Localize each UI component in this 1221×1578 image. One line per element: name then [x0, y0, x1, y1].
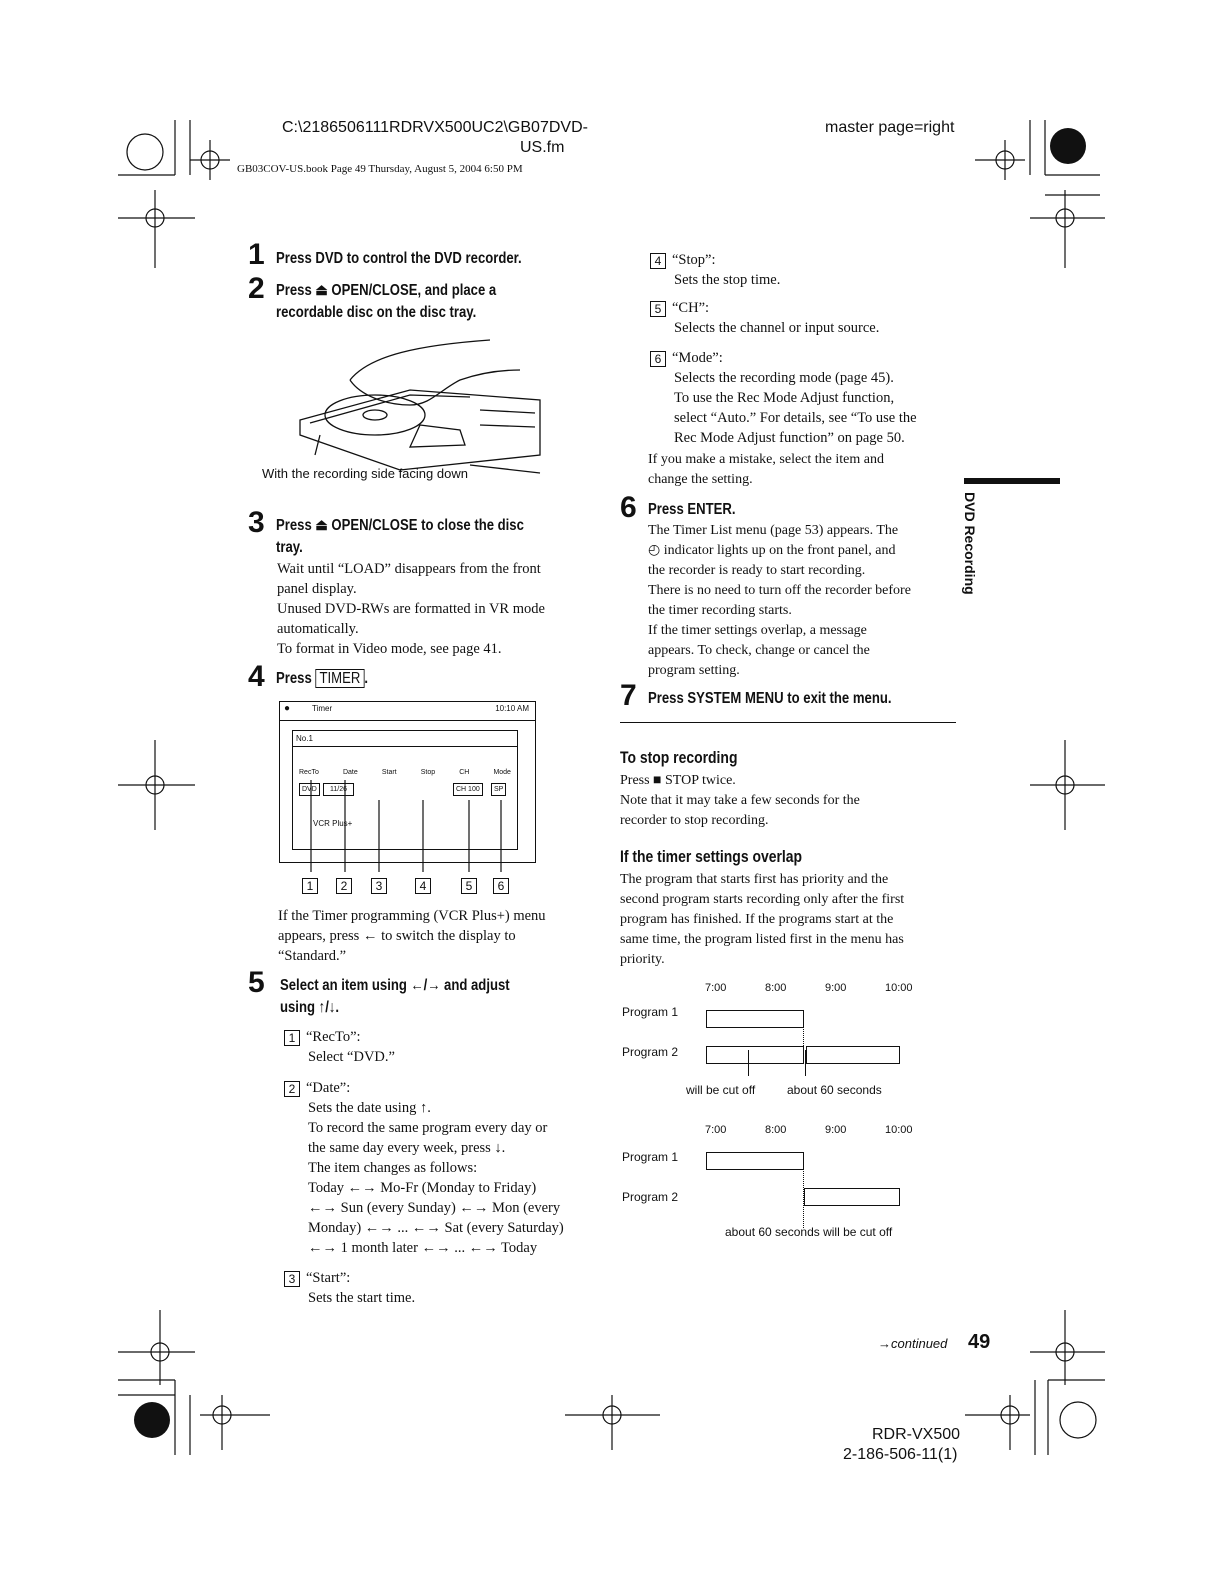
item-date: 2 “Date”: Sets the date using ↑. To record the same program every day or the same day every week, press ↓. The item changes as follows: Today ←→ Mo-Fr (Monday to Friday) ←→ Sun (every Sunday) ←→ Mon (every Monday) ←→ ... ←→ Sat (every Saturday) ←→ 1 month later ←→ ... ←→ Today: [284, 1078, 564, 1258]
side-tab-bar: [964, 478, 1060, 484]
step-1-heading: Press DVD to control the DVD recorder.: [276, 250, 522, 267]
overlap-heading: If the timer settings overlap: [620, 847, 803, 866]
page-number: 49: [968, 1331, 991, 1353]
item-start: 3 “Start”: Sets the start time.: [284, 1268, 415, 1308]
step-number-5: 5: [248, 966, 265, 999]
osd-date-value: 11/26: [323, 783, 354, 796]
stop-recording-body: Press ■ STOP twice. Note that it may take a few seconds for the recorder to stop recording.: [620, 773, 860, 828]
program-1-bar-b: [706, 1152, 804, 1170]
osd-callout-lines: [279, 700, 539, 890]
program-2-bar-b: [804, 1188, 900, 1206]
step-number-1: 1: [248, 238, 265, 271]
callout-4: 4: [415, 876, 437, 894]
disc-caption: With the recording side facing down: [262, 466, 468, 481]
osd-vcr-plus: VCR Plus+: [313, 819, 353, 828]
step-3-body: Wait until “LOAD” disappears from the front panel display. Unused DVD-RWs are formatted in VR mode automatically. To format in Video mode, see page 41.: [277, 561, 545, 657]
section-divider: [620, 722, 956, 723]
osd-program-no: No.1: [293, 731, 517, 747]
cut-off-label: will be cut off: [686, 1083, 756, 1097]
master-page: master page=right: [825, 119, 955, 136]
continued-label: →continued: [878, 1336, 948, 1351]
osd-recto-value: DVD: [299, 783, 320, 796]
cut-off-label-2: about 60 seconds will be cut off: [725, 1225, 893, 1239]
callout-3: 3: [371, 876, 393, 894]
step-2-heading-line2: recordable disc on the disc tray.: [276, 304, 477, 321]
step-3-heading-line1: Press ⏏ OPEN/CLOSE to close the disc: [276, 517, 524, 534]
callout-5: 5: [461, 876, 483, 894]
disc-tray-illustration: [290, 335, 550, 475]
side-tab-label: DVD Recording: [962, 492, 978, 595]
step-number-6: 6: [620, 491, 637, 524]
file-path: C:\2186506111RDRVX500UC2\GB07DVD-: [282, 119, 588, 136]
program-2-bar-cut: [706, 1046, 804, 1064]
item-ch: 5 “CH”: Selects the channel or input source.: [650, 298, 879, 338]
step-number-3: 3: [248, 506, 265, 539]
timer-key: TIMER: [315, 669, 364, 688]
step-number-2: 2: [248, 272, 265, 305]
program-2-bar: [806, 1046, 900, 1064]
step-4-heading: Press TIMER .: [276, 670, 369, 687]
step-5-heading-line2: using ↑/↓.: [280, 999, 340, 1016]
step-number-4: 4: [248, 660, 265, 693]
about-60-label: about 60 seconds: [787, 1083, 882, 1097]
osd-time: 10:10 AM: [495, 704, 529, 713]
timeline-diagram-1: 7:00 8:00 9:00 10:00 Program 1 Program 2 will be cut off about 60 seconds: [622, 982, 913, 1097]
step-number-7: 7: [620, 679, 637, 712]
step-6-body: The Timer List menu (page 53) appears. The ◴ indicator lights up on the front panel, and the recorder is ready to start recording. There is no need to turn off the recorder before the timer recording starts. If the timer settings overlap, a message appears. To check, change or cancel the program setting.: [648, 523, 911, 678]
step-6-heading: Press ENTER.: [648, 501, 736, 518]
model-number: RDR-VX500: [872, 1426, 961, 1443]
osd-columns: RecTo Date Start Stop CH Mode: [299, 769, 511, 776]
item-mode: 6 “Mode”: Selects the recording mode (page 45). To use the Rec Mode Adjust function, select “Auto.” For details, see “To use the Rec Mode Adjust function” on page 50.: [650, 348, 917, 448]
disc-icon: ●: [284, 703, 291, 714]
book-info: GB03COV-US.book Page 49 Thursday, August 5, 2004 6:50 PM: [237, 163, 523, 175]
overlap-body: The program that starts first has priority and the second program starts recording only after the first program has finished. If the programs start at the same time, the program listed first in the menu has priority.: [620, 872, 905, 967]
osd-ch-value: CH 100: [453, 783, 483, 796]
item-recto: 1 “RecTo”: Select “DVD.”: [284, 1027, 395, 1067]
step-7-heading: Press SYSTEM MENU to exit the menu.: [648, 690, 892, 707]
callout-1: 1: [302, 876, 324, 894]
timeline-diagram-2: 7:00 8:00 9:00 10:00 Program 1 Program 2 about 60 seconds will be cut off: [622, 1124, 913, 1239]
step-2-heading-line1: Press ⏏ OPEN/CLOSE, and place a: [276, 282, 497, 299]
osd-title: Timer: [312, 704, 333, 713]
step-5-heading-line1: Select an item using ←/→ and adjust: [280, 977, 510, 994]
file-path-cont: US.fm: [520, 139, 565, 156]
document-code: 2-186-506-11(1): [843, 1446, 958, 1463]
vcr-plus-note: If the Timer programming (VCR Plus+) menu appears, press ← to switch the display to “Standard.”: [278, 908, 546, 964]
stop-recording-heading: To stop recording: [620, 748, 738, 767]
callout-2: 2: [336, 876, 358, 894]
osd-mode-value: SP: [491, 783, 506, 796]
program-1-bar: [706, 1010, 804, 1028]
mistake-note: If you make a mistake, select the item and change the setting.: [648, 452, 884, 487]
callout-6: 6: [493, 876, 515, 894]
item-stop: 4 “Stop”: Sets the stop time.: [650, 250, 780, 290]
step-3-heading-line2: tray.: [276, 539, 303, 556]
